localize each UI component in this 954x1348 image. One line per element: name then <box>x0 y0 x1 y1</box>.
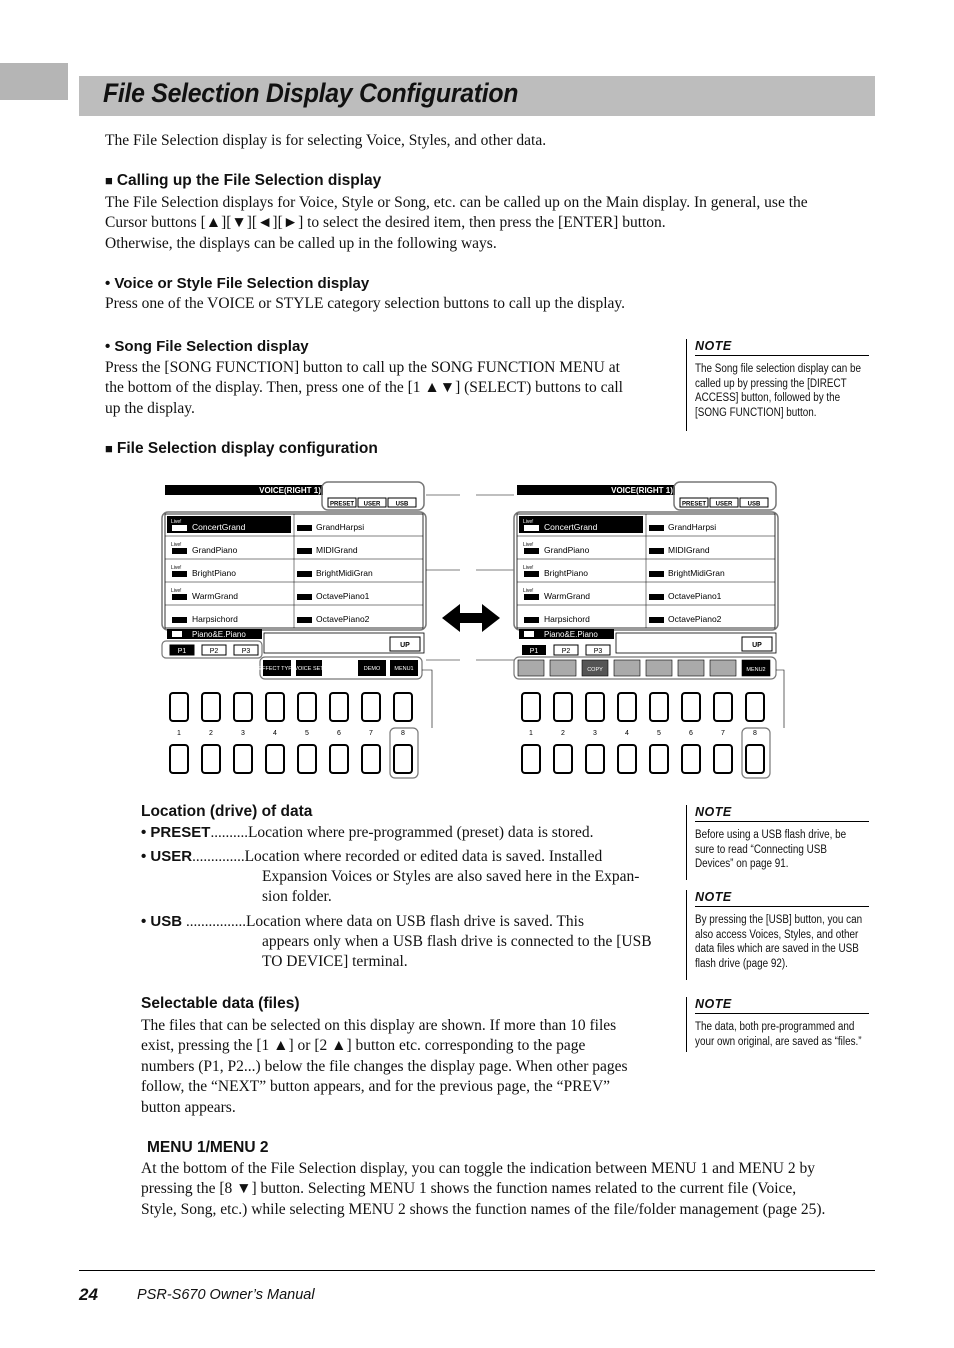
svg-text:GrandHarpsi: GrandHarpsi <box>668 522 717 532</box>
svg-text:MENU2: MENU2 <box>746 667 766 673</box>
svg-text:5: 5 <box>305 730 309 737</box>
svg-text:BrightPiano: BrightPiano <box>544 568 588 578</box>
svg-text:PRESET: PRESET <box>681 501 707 508</box>
svg-text:WarmGrand: WarmGrand <box>544 591 590 601</box>
svg-text:P2: P2 <box>561 648 571 655</box>
tab-user: USER <box>363 501 381 508</box>
selectable-text: The files that can be selected on this display are shown. If more than 10 files exist, pressing the [1 ▲] or [2 ▲] button etc. corresponding to the page numbers (P1, P2...) below the file changes the display page. When other pages follow, the “NEXT” button appears, and for the previous page, the “PREV” button appears. <box>141 1017 628 1116</box>
drive-tabs <box>328 498 416 508</box>
connector-lines <box>426 495 514 660</box>
svg-text:Live!: Live! <box>171 542 182 548</box>
page-number: 24 <box>79 1285 98 1304</box>
svg-text:MIDIGrand: MIDIGrand <box>668 545 710 555</box>
file-item: OctavePiano2 <box>316 614 370 624</box>
svg-text:BrightMidiGran: BrightMidiGran <box>668 568 725 578</box>
svg-text:DEMO: DEMO <box>363 666 381 672</box>
file-item: ConcertGrand <box>192 522 246 532</box>
svg-text:VOICE SET: VOICE SET <box>294 666 324 672</box>
svg-text:4: 4 <box>625 730 629 737</box>
svg-text:P1: P1 <box>529 648 539 655</box>
svg-text:8: 8 <box>401 730 405 737</box>
svg-text:Live!: Live! <box>523 588 534 594</box>
chapter-tab <box>0 63 68 100</box>
location-preset: • PRESET..........Location where pre-programmed (preset) data is stored. <box>141 824 594 841</box>
svg-text:Live!: Live! <box>171 519 182 525</box>
intro-text: The File Selection display is for selecting Voice, Styles, and other data. <box>105 132 547 149</box>
svg-text:1: 1 <box>177 730 181 737</box>
svg-text:P3: P3 <box>593 648 603 655</box>
note-1 <box>686 339 895 431</box>
note-4: NOTE The data, both pre-programmed and your own original, are saved as “files.” <box>686 997 895 1052</box>
svg-text:6: 6 <box>689 730 693 737</box>
screen-menu2 <box>514 482 784 778</box>
screen-menu1 <box>162 482 432 778</box>
svg-text:COPY: COPY <box>587 667 603 673</box>
note-label: NOTE <box>695 339 869 356</box>
calling-text: The File Selection displays for Voice, Style or Song, etc. can be called up on the Main display. In general, use the Cursor buttons [▲][▼][◄][►] to select the desired item, then press the [ENTER] button. Otherwise, the displays can be called up in the following ways. <box>105 194 808 252</box>
svg-text:ConcertGrand: ConcertGrand <box>544 522 598 532</box>
config-heading: ■ File Selection display configuration <box>105 440 378 457</box>
page-p2: P2 <box>209 648 219 655</box>
svg-text:VOICE(RIGHT 1): VOICE(RIGHT 1) <box>611 486 673 495</box>
svg-text:1: 1 <box>529 730 533 737</box>
song-heading: • Song File Selection display <box>105 338 309 355</box>
svg-text:UP: UP <box>752 642 762 649</box>
folder-name: Piano&E.Piano <box>192 630 246 639</box>
file-item: Harpsichord <box>192 614 238 624</box>
svg-text:Live!: Live! <box>523 565 534 571</box>
file-item: OctavePiano1 <box>316 591 370 601</box>
file-item: BrightPiano <box>192 568 236 578</box>
menu-text: At the bottom of the File Selection display, you can toggle the indication between MENU 1 and MENU 2 by pressing the [8 ▼] button. Selecting MENU 1 shows the function names related to the current file (Voice, Style, Song, etc.) while selecting MENU 2 shows the function names of the file/folder management (page 25). <box>141 1160 826 1218</box>
note-3: NOTE By pressing the [USB] button, you can also access Voices, Styles, and other data files which are saved in the USB flash drive (page 92). <box>686 890 895 980</box>
page-p1: P1 <box>177 648 187 655</box>
svg-text:MENU1: MENU1 <box>394 666 414 672</box>
svg-text:Harpsichord: Harpsichord <box>544 614 590 624</box>
svg-text:GrandPiano: GrandPiano <box>544 545 590 555</box>
page-p3: P3 <box>241 648 251 655</box>
svg-text:6: 6 <box>337 730 341 737</box>
calling-heading: ■ Calling up the File Selection display <box>105 172 382 189</box>
location-usb-cont: appears only when a USB flash drive is connected to the [USB TO DEVICE] terminal. <box>262 933 652 971</box>
up-button: UP <box>400 642 410 649</box>
svg-text:3: 3 <box>241 730 245 737</box>
file-item: MIDIGrand <box>316 545 358 555</box>
page-title: File Selection Display Configuration <box>103 78 519 108</box>
note-2: NOTE Before using a USB flash drive, be sure to read “Connecting USB Devices” on page 91. <box>686 805 895 880</box>
svg-text:USER: USER <box>715 501 733 508</box>
location-heading: Location (drive) of data <box>141 803 313 820</box>
svg-text:3: 3 <box>593 730 597 737</box>
footer-rule <box>79 1270 875 1271</box>
svg-text:Live!: Live! <box>523 519 534 525</box>
voice-label: VOICE(RIGHT 1) <box>259 486 321 495</box>
screen-diagram <box>150 470 800 790</box>
location-usb: • USB ................Location where data on USB flash drive is saved. This <box>141 913 585 930</box>
file-item: WarmGrand <box>192 591 238 601</box>
file-item: BrightMidiGran <box>316 568 373 578</box>
svg-text:8: 8 <box>753 730 757 737</box>
svg-text:Live!: Live! <box>523 542 534 548</box>
tab-usb: USB <box>395 501 409 508</box>
selectable-heading: Selectable data (files) <box>141 995 300 1012</box>
manual-title: PSR-S670 Owner’s Manual <box>137 1287 315 1303</box>
file-item: GrandHarpsi <box>316 522 365 532</box>
voice-style-text: Press one of the VOICE or STYLE category selection buttons to call up the display. <box>105 295 626 312</box>
svg-text:5: 5 <box>657 730 661 737</box>
file-item: GrandPiano <box>192 545 238 555</box>
menu-heading: MENU 1/MENU 2 <box>147 1139 269 1156</box>
svg-text:7: 7 <box>721 730 725 737</box>
note-text: The Song file selection display can be called up by pressing the [DIRECT ACCESS] button, followed by the [SONG FUNCTION] button. <box>695 363 862 419</box>
svg-text:Live!: Live! <box>171 588 182 594</box>
svg-text:Live!: Live! <box>171 565 182 571</box>
svg-text:USB: USB <box>747 501 761 508</box>
location-user-cont: Expansion Voices or Styles are also saved here in the Expan- sion folder. <box>262 868 640 906</box>
svg-text:2: 2 <box>209 730 213 737</box>
location-user: • USER..............Location where recorded or edited data is saved. Installed <box>141 848 603 865</box>
svg-text:EFFECT TYPE: EFFECT TYPE <box>258 666 296 672</box>
toggle-arrow-icon <box>442 604 500 632</box>
svg-text:OctavePiano2: OctavePiano2 <box>668 614 722 624</box>
song-text: Press the [SONG FUNCTION] button to call up the SONG FUNCTION MENU at the bottom of the display. Then, press one of the [1 ▲▼] (SELECT) buttons to call up the display. <box>105 359 623 417</box>
svg-text:4: 4 <box>273 730 277 737</box>
svg-text:Piano&E.Piano: Piano&E.Piano <box>544 630 598 639</box>
svg-text:2: 2 <box>561 730 565 737</box>
tab-preset: PRESET <box>329 501 355 508</box>
svg-text:OctavePiano1: OctavePiano1 <box>668 591 722 601</box>
svg-text:7: 7 <box>369 730 373 737</box>
voice-style-heading: • Voice or Style File Selection display <box>105 275 370 292</box>
